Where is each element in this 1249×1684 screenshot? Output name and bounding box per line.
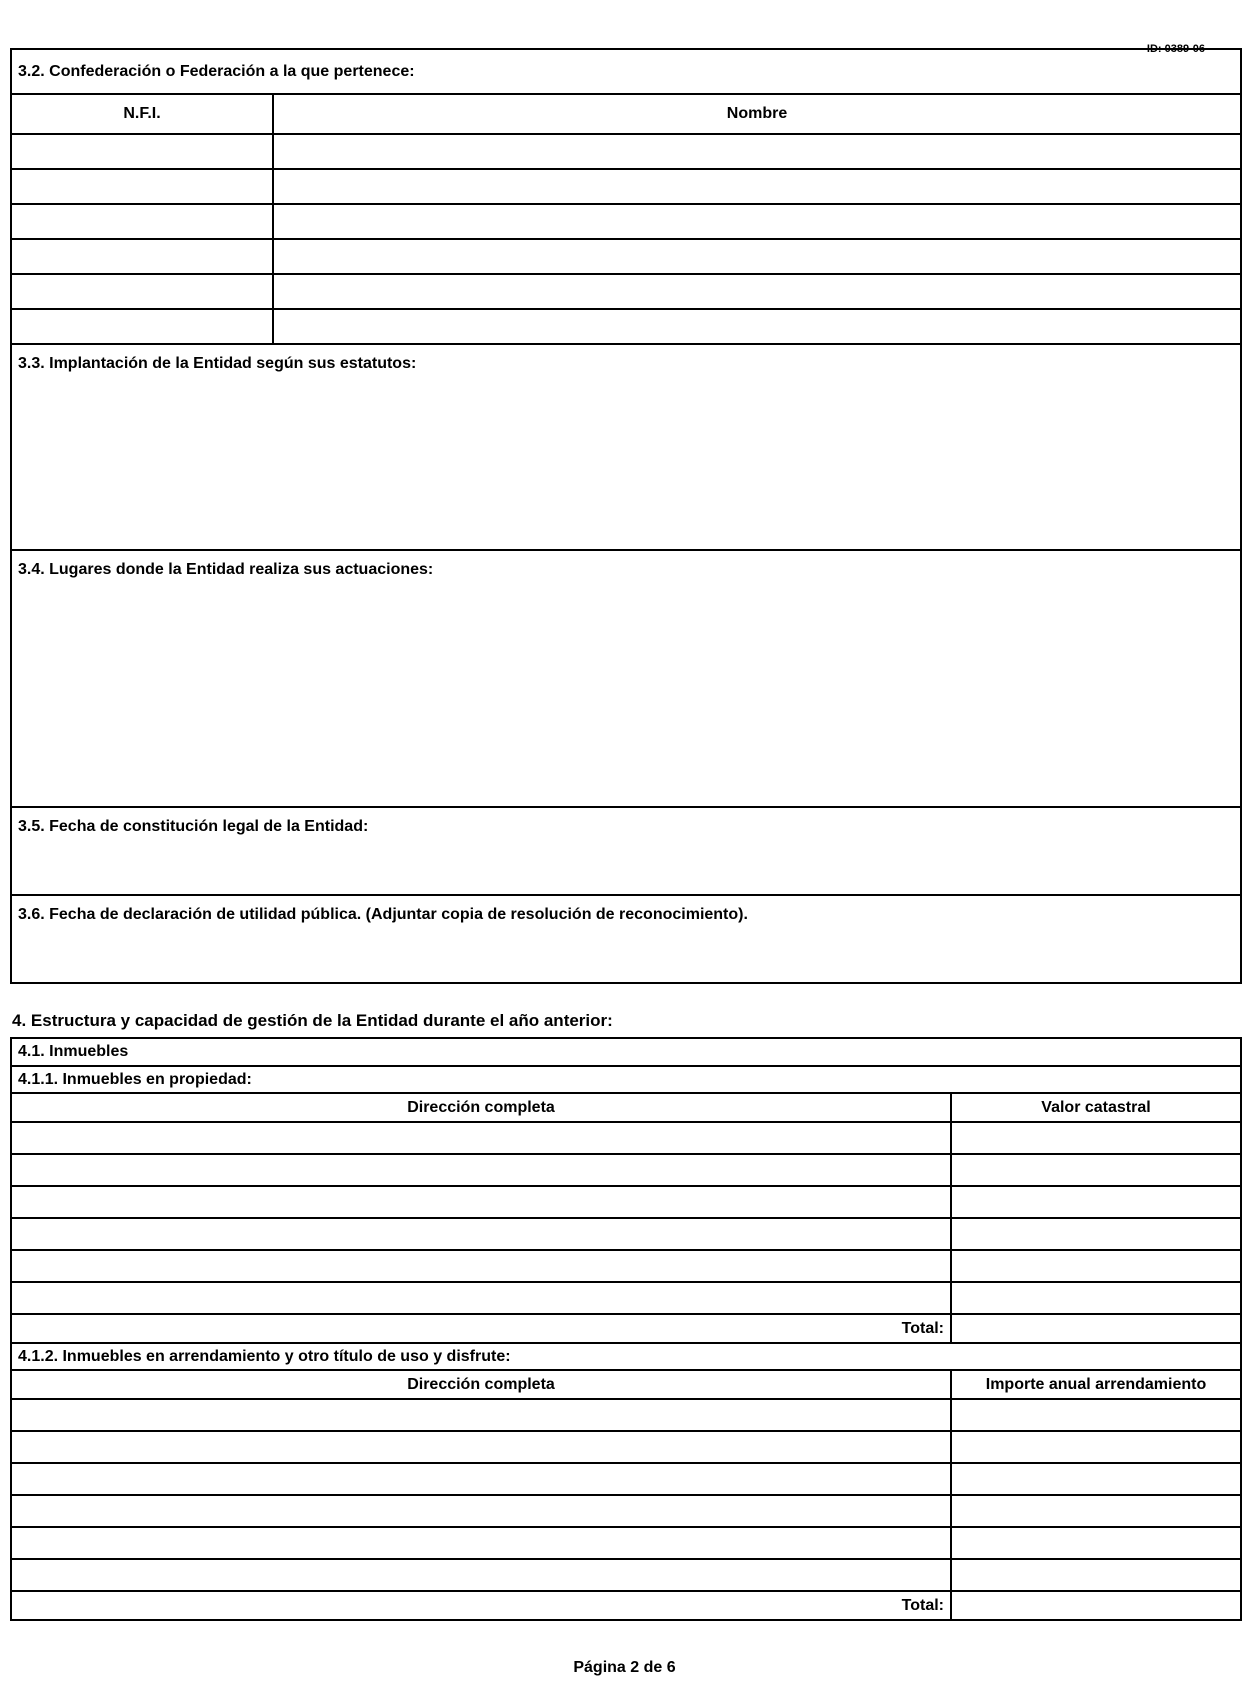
valor-field[interactable]: [951, 1122, 1241, 1154]
s412-total-field[interactable]: [951, 1591, 1241, 1620]
direccion-field[interactable]: [11, 1527, 951, 1559]
col-nfi-header: N.F.I.: [11, 94, 273, 134]
page-number: Página 2 de 6: [573, 1659, 676, 1676]
nombre-field[interactable]: [273, 169, 1241, 204]
importe-field[interactable]: [951, 1559, 1241, 1591]
importe-field[interactable]: [951, 1463, 1241, 1495]
direccion-field[interactable]: [11, 1122, 951, 1154]
s412-col-importe: Importe anual arrendamiento: [951, 1370, 1241, 1399]
s34-title: 3.4. Lugares donde la Entidad realiza sus actuaciones:: [18, 561, 434, 578]
section-4-heading: 4. Estructura y capacidad de gestión de la Entidad durante el año anterior:: [12, 1011, 613, 1030]
section-4-table: [10, 1037, 1242, 1621]
valor-field[interactable]: [951, 1154, 1241, 1186]
direccion-field[interactable]: [11, 1495, 951, 1527]
s412-total-label: Total:: [11, 1591, 951, 1620]
s35-field[interactable]: [11, 807, 1241, 895]
s36-field[interactable]: [11, 895, 1241, 983]
s412-title: 4.1.2. Inmuebles en arrendamiento y otro título de uso y disfrute:: [11, 1343, 1241, 1370]
s411-title: 4.1.1. Inmuebles en propiedad:: [11, 1066, 1241, 1093]
nfi-field[interactable]: [11, 274, 273, 309]
nfi-field[interactable]: [11, 204, 273, 239]
section-3-table: [10, 48, 1242, 984]
s36-title: 3.6. Fecha de declaración de utilidad pública. (Adjuntar copia de resolución de reconocimiento).: [18, 906, 748, 923]
nombre-field[interactable]: [273, 239, 1241, 274]
importe-field[interactable]: [951, 1431, 1241, 1463]
direccion-field[interactable]: [11, 1218, 951, 1250]
direccion-field[interactable]: [11, 1399, 951, 1431]
direccion-field[interactable]: [11, 1186, 951, 1218]
importe-field[interactable]: [951, 1399, 1241, 1431]
s411-total-field[interactable]: [951, 1314, 1241, 1343]
s33-title: 3.3. Implantación de la Entidad según sus estatutos:: [18, 355, 417, 372]
s35-title: 3.5. Fecha de constitución legal de la Entidad:: [18, 818, 369, 835]
nfi-field[interactable]: [11, 169, 273, 204]
direccion-field[interactable]: [11, 1463, 951, 1495]
direccion-field[interactable]: [11, 1559, 951, 1591]
col-nombre-header: Nombre: [273, 94, 1241, 134]
s411-col-valor: Valor catastral: [951, 1093, 1241, 1122]
nfi-field[interactable]: [11, 239, 273, 274]
direccion-field[interactable]: [11, 1282, 951, 1314]
direccion-field[interactable]: [11, 1154, 951, 1186]
valor-field[interactable]: [951, 1218, 1241, 1250]
nombre-field[interactable]: [273, 204, 1241, 239]
importe-field[interactable]: [951, 1527, 1241, 1559]
document-id: ID: 0389-06: [1146, 43, 1205, 55]
direccion-field[interactable]: [11, 1431, 951, 1463]
importe-field[interactable]: [951, 1495, 1241, 1527]
valor-field[interactable]: [951, 1186, 1241, 1218]
s41-title: 4.1. Inmuebles: [11, 1038, 1241, 1066]
valor-field[interactable]: [951, 1250, 1241, 1282]
nombre-field[interactable]: [273, 309, 1241, 344]
nombre-field[interactable]: [273, 134, 1241, 169]
s33-field[interactable]: [11, 344, 1241, 550]
s411-total-label: Total:: [11, 1314, 951, 1343]
direccion-field[interactable]: [11, 1250, 951, 1282]
s34-field[interactable]: [11, 550, 1241, 807]
s32-title: 3.2. Confederación o Federación a la que pertenece:: [11, 49, 1241, 94]
valor-field[interactable]: [951, 1282, 1241, 1314]
s412-col-direccion: Dirección completa: [11, 1370, 951, 1399]
nfi-field[interactable]: [11, 134, 273, 169]
s411-col-direccion: Dirección completa: [11, 1093, 951, 1122]
nombre-field[interactable]: [273, 274, 1241, 309]
nfi-field[interactable]: [11, 309, 273, 344]
